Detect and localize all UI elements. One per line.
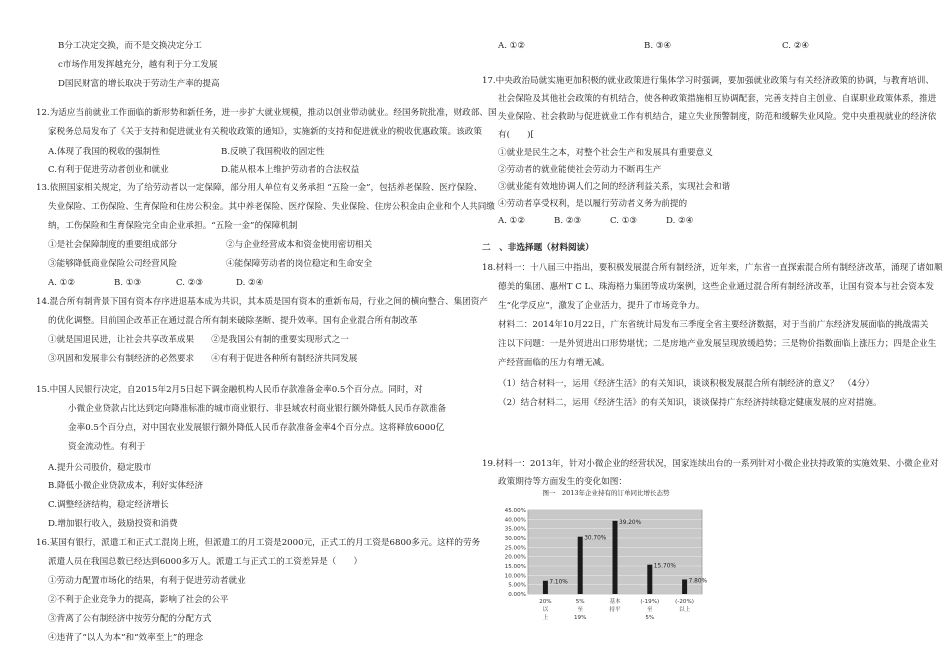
section-2-title: 二 、非选择题（材料阅读） — [482, 243, 594, 253]
q14-stem-line: 14.混合所有制背景下国有资本存序进退基本成为共识，其本质是国有资本的重新布局，行业之间的横向整合、集团资产 — [36, 297, 488, 307]
q16-choice-c: C. ②④ — [782, 41, 810, 51]
q14-items-line: ①就是国退民进，让社会共享改革成果 ②是我国公有制的重要实现形式之一 — [48, 335, 349, 345]
order-growth-chart — [490, 488, 722, 672]
q17-choice-d: D. ②④ — [666, 216, 694, 226]
q17-choice-a: A. ①② — [498, 216, 526, 226]
q12-option-d: D.能从根本上维护劳动者的合法权益 — [221, 165, 360, 175]
x-tick-label: 20% — [539, 599, 552, 605]
y-tick-label: 5.00% — [508, 582, 526, 589]
data-label: 7.80% — [688, 578, 708, 585]
q17-item-3: ③就业能有效地协调人们之间的经济利益关系，实现社会和谐 — [498, 182, 731, 192]
q17-choice-b: B. ②③ — [554, 216, 582, 226]
q18-line: 材料二：2014年10月22日，广东省统计局发布三季度全省主要经济数据，对于当前广东经济发展面临的挑战需关 — [498, 320, 929, 330]
x-tick-label: 5% — [575, 599, 585, 605]
q16-item-4: ④违背了“以人为本”和“效率至上”的理念 — [48, 633, 204, 643]
q17-choice-c: C. ①③ — [610, 216, 638, 226]
q13-item-4: ④能保障劳动者的岗位稳定和生命安全 — [226, 259, 373, 269]
q13-item-1: ①是社会保障制度的重要组成部分 — [48, 240, 177, 250]
q16-stem-line: 派遣人员在我国总数已经达到6000多万人。派遣工与正式工的工资差异是（ ） — [48, 557, 363, 567]
q17-stem-line: 有( )[ — [498, 130, 534, 140]
q18-line: 注以下问题：一是外贸进出口形势堪忧；二是房地产业发展呈现放缓趋势；三是物价指数面临上涨压力；四是企业生 — [498, 339, 937, 349]
q13-choice-a: A. ①② — [48, 278, 76, 288]
y-tick-label: 15.00% — [504, 564, 526, 570]
y-tick-label: 10.00% — [504, 573, 526, 580]
y-tick-label: 35.00% — [504, 526, 526, 533]
q13-stem-line: 13.依照国家相关规定，为了给劳动者以一定保障，部分用人单位有义务承担 “五险一金”，包括养老保险、医疗保险、 — [36, 183, 483, 193]
q18-line: 18.材料一：十八届三中指出，要积极发展混合所有制经济，近年来，广东省一直探索混合所有制经济改革，涌现了诸如顺 — [482, 263, 943, 273]
y-tick-label: 25.00% — [504, 545, 526, 552]
y-tick-label: 20.00% — [504, 554, 526, 561]
q18-question-1: （1）结合材料一，运用《经济生活》的有关知识，谈谈积极发展混合所有制经济的意义？ （4分） — [498, 379, 875, 389]
x-tick-label: 19% — [573, 615, 587, 621]
x-tick-label: (-19%) — [640, 599, 660, 605]
q19-line: 政策期待等方面发生的变化如图： — [498, 477, 627, 487]
q11-option-d: D国民财富的增长取决于劳动生产率的提高 — [58, 79, 220, 89]
bar-chart-svg — [490, 498, 722, 670]
data-label: 7.10% — [549, 579, 568, 586]
q15-stem-line: 小微企业贷款占比达到定向降准标准的城市商业银行、非县域农村商业银行额外降低人民币存款准备 — [68, 404, 447, 414]
y-tick-label: 45.00% — [504, 508, 526, 514]
q14-stem-line: 的优化调整。目前国企改革正在通过混合所有制来破除垄断、提升效率。国有企业混合所有制改革 — [48, 316, 418, 326]
q19-line: 19.材料一：2013年，针对小微企业的经营状况，国家连续出台的一系列针对小微企业扶持政策的实施效果、小微企业对 — [482, 459, 939, 469]
q12-option-b: B.反映了我国税收的固定性 — [221, 147, 325, 157]
q15-stem-line: 金率0.5个百分点，对中国农业发展银行额外降低人民币存款准备金率4个百分点。这将释放6000亿 — [68, 423, 445, 433]
y-tick-label: 30.00% — [504, 536, 526, 542]
q18-line: 产经营面临的压力有增无减。 — [498, 358, 610, 368]
q17-stem-line: 社会保险及其他社会政策的有机结合，使各种政策措施相互协调配套，完善支持自主创业、自谋职业政策体系，推进 — [498, 94, 937, 104]
q13-stem-line: 纳，工伤保险和生育保险完全由企业承担。“五险一金”的保障机制 — [48, 221, 298, 231]
data-label: 15.70% — [653, 563, 676, 570]
bar — [613, 521, 618, 594]
q12-stem-line: 家税务总局发布了《关于支持和促进就业有关税收政策的通知》，实施新的支持和促进就业的税收优惠政策。该政策 — [48, 127, 482, 137]
q17-stem-line: 17.中央政治局就实施更加积极的就业政策进行集体学习时强调，要加强就业政策与有关经济政策的协调，与教育培训、 — [482, 76, 934, 86]
q13-choice-b: B. ①③ — [114, 278, 142, 288]
x-tick-label: (-20%) — [675, 599, 695, 605]
q16-choice-a: A. ①② — [498, 41, 526, 51]
x-tick-label: 持平 — [609, 607, 621, 613]
q15-stem-line: 资金流动性。有利于 — [68, 442, 146, 452]
q18-line: 生“化学反应”，激发了企业活力，提升了市场竞争力。 — [498, 301, 705, 311]
q15-option-a: A.提升公司股价，稳定股市 — [48, 463, 152, 473]
q15-option-c: C.调整经济结构，稳定经济增长 — [48, 500, 169, 510]
x-tick-label: 基本 — [609, 599, 621, 605]
x-tick-label: 5% — [645, 615, 655, 621]
data-label: 30.70% — [584, 535, 607, 542]
bar — [578, 537, 583, 594]
y-tick-label: 40.00% — [504, 517, 526, 524]
x-tick-label: 上 — [542, 615, 549, 621]
q16-stem-line: 16.某国有银行，派遣工和正式工混岗上班，但派遣工的月工资是2000元，正式工的月工资是6800多元。这样的劳务 — [36, 538, 481, 548]
x-tick-label: 至 — [646, 607, 653, 613]
chart-title: 图一 2013年企业持有的订单同比增长态势 — [542, 489, 670, 497]
x-tick-label: 以上 — [678, 607, 691, 613]
q17-item-4: ④劳动者享受权利，是以履行劳动者义务为前提的 — [498, 199, 688, 209]
q16-item-2: ②不利于企业竞争力的提高，影响了社会的公平 — [48, 595, 229, 605]
q18-question-2: （2）结合材料二，运用《经济生活》的有关知识，谈谈保持广东经济持续稳定健康发展的应对措施。 — [498, 398, 882, 408]
q15-stem-line: 15.中国人民银行决定，自2015年2月5日起下调金融机构人民币存款准备金率0.5个百分点。同时，对 — [36, 385, 423, 395]
q12-option-a: A.体现了我国的税收的强制性 — [48, 147, 161, 157]
q16-item-3: ③背离了公有制经济中按劳分配的分配方式 — [48, 614, 212, 624]
q15-option-b: B.降低小微企业贷款成本，利好实体经济 — [48, 481, 204, 491]
q18-line: 德美的集团、惠州T C L、珠海格力集团等成功案例，这些企业通过混合所有制经济改革，让国有资本与社会资本发 — [498, 282, 934, 292]
q13-choice-d: D. ②④ — [236, 278, 264, 288]
q12-option-c: C.有利于促进劳动者创业和就业 — [48, 165, 169, 175]
x-tick-label: 以 — [542, 607, 549, 613]
q13-item-2: ②与企业经营成本和资金使用密切相关 — [226, 240, 373, 250]
q17-item-2: ②劳动者的就业能使社会劳动力不断再生产 — [498, 165, 662, 175]
q16-item-1: ①劳动力配置市场化的结果，有利于促进劳动者就业 — [48, 576, 246, 586]
q13-choice-c: C. ②③ — [176, 278, 204, 288]
bar — [682, 579, 687, 594]
x-tick-label: 至 — [577, 607, 584, 613]
q13-stem-line: 失业保险、工伤保险、生育保险和住房公积金。其中养老保险、医疗保险、失业保险、住房公积金由企业和个人共同缴 — [48, 202, 495, 212]
q16-choice-b: B. ③④ — [644, 41, 672, 51]
bar — [543, 581, 548, 594]
y-tick-label: 0.00% — [508, 592, 526, 598]
q11-option-c: c市场作用发挥越充分，越有利于分工发展 — [58, 60, 218, 70]
q12-stem-line: 12.为适应当前就业工作面临的新形势和新任务，进一步扩大就业规模，推动以创业带动就业。经国务院批准，财政部、国 — [36, 108, 497, 118]
q17-stem-line: 失业保险、社会救助与促进就业工作有机结合，建立失业预警制度，防范和缓解失业风险。党中央重视就业的经济依 — [498, 112, 937, 122]
q11-option-b: B分工决定交换，而不是交换决定分工 — [58, 41, 202, 51]
q15-option-d: D.增加银行收入，鼓励投资和消费 — [48, 519, 178, 529]
data-label: 39.20% — [619, 519, 642, 526]
q17-item-1: ①就业是民生之本，对整个社会生产和发展具有重要意义 — [498, 148, 713, 158]
q14-items-line: ③巩固和发展非公有制经济的必然要求 ④有利于促进各种所有制经济共同发展 — [48, 354, 358, 364]
bar — [647, 565, 652, 594]
q13-item-3: ③能够降低商业保险公司经营风险 — [48, 259, 177, 269]
